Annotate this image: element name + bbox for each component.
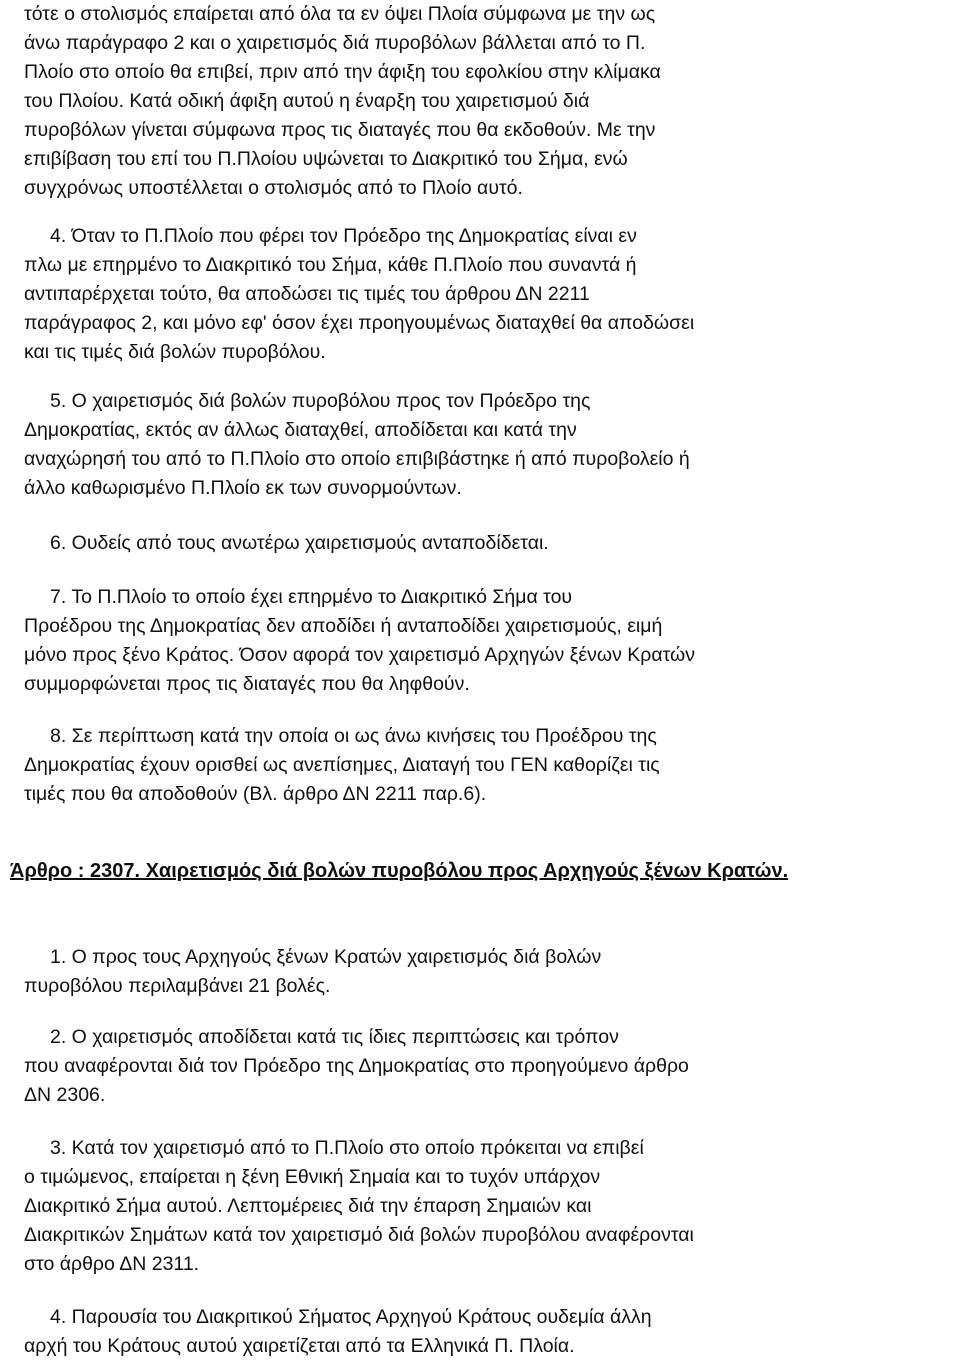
article-paragraph-4 [24, 1303, 652, 1361]
text-line: άλλο καθωρισμένο Π.Πλοίο εκ των συνορμούντων. [24, 477, 462, 499]
text-line: πυροβόλου περιλαμβάνει 21 βολές. [24, 975, 331, 997]
text-line: ΔΝ 2306. [24, 1084, 106, 1106]
text-line: Διακριτικό Σήμα αυτού. Λεπτομέρειες διά την έπαρση Σημαιών και [24, 1195, 592, 1217]
text-line: μόνο προς ξένο Κράτος. Όσον αφορά τον χαιρετισμό Αρχηγών ξένων Κρατών [24, 644, 696, 666]
text-line: 1. Ο προς τους Αρχηγούς ξένων Κρατών χαιρετισμός διά βολών [50, 946, 602, 968]
text-line: πυροβόλων γίνεται σύμφωνα προς τις διαταγές που θα εκδοθούν. Με την [24, 119, 656, 141]
paragraph-4 [24, 222, 694, 367]
article-paragraph-1 [24, 943, 601, 1001]
text-line: στο άρθρο ΔΝ 2311. [24, 1253, 200, 1275]
text-line: παράγραφος 2, και μόνο εφ' όσον έχει προηγουμένως διαταχθεί θα αποδώσει [24, 312, 695, 334]
article-paragraph-2 [24, 1023, 689, 1110]
text-line: 4. Όταν το Π.Πλοίο που φέρει τον Πρόεδρο της Δημοκρατίας είναι εν [50, 225, 637, 247]
text-line: αρχή του Κράτους αυτού χαιρετίζεται από τα Ελληνικά Π. Πλοία. [24, 1335, 575, 1357]
article-paragraph-3 [24, 1134, 694, 1279]
paragraph-intro [24, 0, 661, 203]
text-line: ο τιμώμενος, επαίρεται η ξένη Εθνική Σημαία και το τυχόν υπάρχον [24, 1166, 601, 1188]
text-line: 8. Σε περίπτωση κατά την οποία οι ως άνω κινήσεις του Προέδρου της [50, 725, 657, 747]
paragraph-5 [24, 387, 690, 503]
paragraph-7 [24, 583, 695, 699]
text-line: συγχρόνως υποστέλλεται ο στολισμός από το Πλοίο αυτό. [24, 177, 523, 199]
text-line: και τις τιμές διά βολών πυροβόλου. [24, 341, 326, 363]
text-line: 2. Ο χαιρετισμός αποδίδεται κατά τις ίδιες περιπτώσεις και τρόπον [50, 1026, 619, 1048]
text-line: τότε ο στολισμός επαίρεται από όλα τα εν όψει Πλοία σύμφωνα με την ως [24, 3, 656, 25]
text-line: συμμορφώνεται προς τις διαταγές που θα ληφθούν. [24, 673, 470, 695]
text-line: Πλοίο στο οποίο θα επιβεί, πριν από την άφιξη του εφολκίου στην κλίμακα [24, 61, 661, 83]
text-line: Προέδρου της Δημοκρατίας δεν αποδίδει ή ανταποδίδει χαιρετισμούς, ειμή [24, 615, 663, 637]
paragraph-8 [24, 722, 660, 809]
paragraph-6 [24, 529, 549, 558]
text-line: επιβίβαση του επί του Π.Πλοίου υψώνεται το Διακριτικό του Σήμα, ενώ [24, 148, 628, 170]
article-heading: Άρθρο : 2307. Χαιρετισμός διά βολών πυροβόλου προς Αρχηγούς ξένων Κρατών. [10, 860, 789, 882]
text-line: πλω με επηρμένο το Διακριτικό του Σήμα, κάθε Π.Πλοίο που συναντά ή [24, 254, 637, 276]
text-line: τιμές που θα αποδοθούν (Βλ. άρθρο ΔΝ 2211 παρ.6). [24, 783, 487, 805]
text-line: 7. Το Π.Πλοίο το οποίο έχει επηρμένο το Διακριτικό Σήμα του [50, 586, 573, 608]
text-line: αντιπαρέρχεται τούτο, θα αποδώσει τις τιμές του άρθρου ΔΝ 2211 [24, 283, 590, 305]
text-line: αναχώρησή του από το Π.Πλοίο στο οποίο επιβιβάστηκε ή από πυροβολείο ή [24, 448, 690, 470]
text-line: 4. Παρουσία του Διακριτικού Σήματος Αρχηγού Κράτους ουδεμία άλλη [50, 1306, 652, 1328]
text-line: 6. Ουδείς από τους ανωτέρω χαιρετισμούς ανταποδίδεται. [50, 532, 549, 554]
text-line: άνω παράγραφο 2 και ο χαιρετισμός διά πυροβόλων βάλλεται από το Π. [24, 32, 646, 54]
text-line: Διακριτικών Σημάτων κατά τον χαιρετισμό διά βολών πυροβόλου αναφέρονται [24, 1224, 694, 1246]
text-line: 3. Κατά τον χαιρετισμό από το Π.Πλοίο στο οποίο πρόκειται να επιβεί [50, 1137, 644, 1159]
text-line: Δημοκρατίας, εκτός αν άλλως διαταχθεί, αποδίδεται και κατά την [24, 419, 577, 441]
text-line: 5. Ο χαιρετισμός διά βολών πυροβόλου προς τον Πρόεδρο της [50, 390, 591, 412]
text-line: Δημοκρατίας έχουν ορισθεί ως ανεπίσημες, Διαταγή του ΓΕΝ καθορίζει τις [24, 754, 660, 776]
text-line: που αναφέρονται διά τον Πρόεδρο της Δημοκρατίας στο προηγούμενο άρθρο [24, 1055, 689, 1077]
text-line: του Πλοίου. Κατά οδική άφιξη αυτού η έναρξη του χαιρετισμού διά [24, 90, 590, 112]
